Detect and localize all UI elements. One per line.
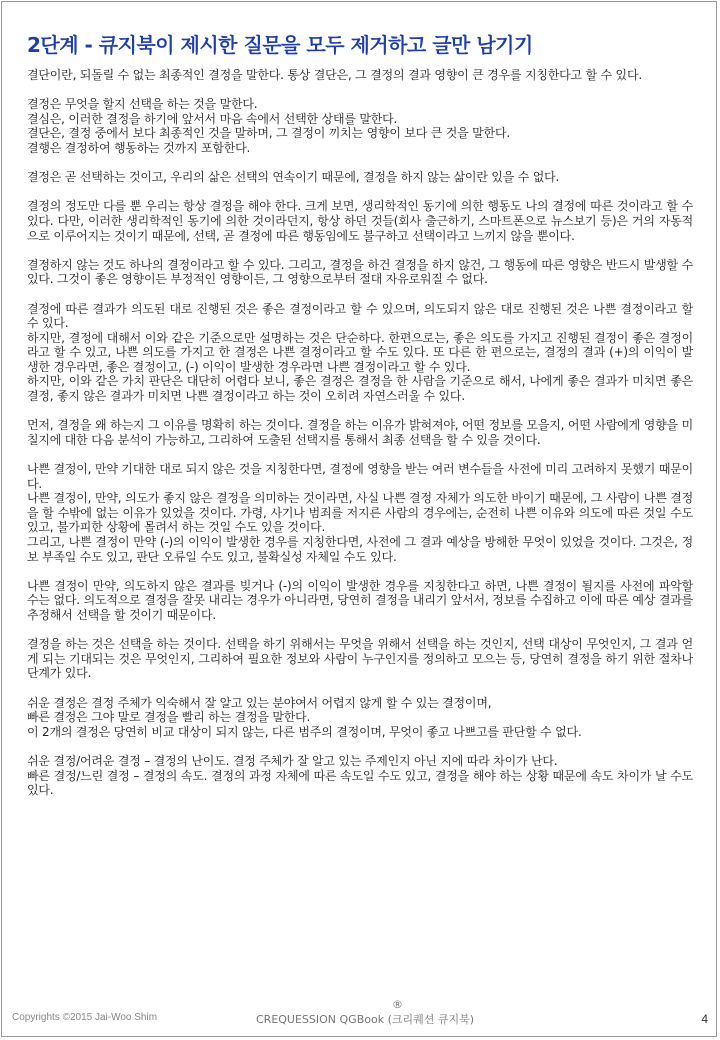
brand-text: CREQUESSION QGBook (크리퀘션 큐지북) [256, 1013, 475, 1026]
text-line: 빠른 결정/느린 결정 – 결정의 속도. 결정의 과정 자체에 따른 속도일 수도 있고, 결정을 해야 하는 상황 때문에 속도 차이가 날 수도 있다. [27, 768, 693, 798]
paragraph [27, 258, 693, 287]
text-line: 결정의 정도만 다를 뿐 우리는 항상 결정을 해야 한다. 크게 보면, 생리학적인 동기에 의한 행동도 나의 결정에 따른 것이라고 할 수 있다. 다만, 이러한 생리학적인 동기에 의한 것이라던지, 항상 하던 것들(회사 출근하기, 스마트폰으로 뉴스보기 등)은 거의 자동적으로 이루어지는 것이기 때문에, 선택, 곧 결정에 따른 행동임에도 불구하고 선택이라고 느끼지 않을 뿐이다. [27, 199, 693, 243]
text-line: 나쁜 결정이, 만약 기대한 대로 되지 않은 것을 지칭한다면, 결정에 영향을 받는 여러 변수들을 사전에 미리 고려하지 못했기 때문이다. [27, 462, 693, 491]
text-line: 하지만, 이와 같은 가치 판단은 대단히 어렵다 보니, 좋은 결정은 결정을 한 사람을 기준으로 해서, 나에게 좋은 결과가 미치면 좋은 결정, 좋지 않은 결과가 미치면 나쁜 결정이라고 하는 것이 오히려 자연스러울 수 있다. [27, 374, 693, 404]
paragraph [27, 637, 693, 681]
text-line: 결단은, 결정 중에서 보다 최종적인 것을 말하며, 그 결정이 끼치는 영향이 보다 큰 것을 말한다. [27, 126, 510, 141]
text-line: 결정을 하는 것은 선택을 하는 것이다. 선택을 하기 위해서는 무엇을 위해서 선택을 하는 것인지, 선택 대상이 무엇인지, 그 결과 얻게 되는 기대되는 것은 무엇인지, 그리하여 필요한 정보와 사람이 누구인지를 정의하고 모으는 등, 당연히 결정을 하기 위한 절차나 단계가 있다. [27, 637, 693, 681]
paragraph [27, 68, 693, 83]
copyright-text: Copyrights ©2015 Jai-Woo Shim [12, 1012, 158, 1023]
text-line: 그리고, 나쁜 결정이 만약 (-)의 이익이 발생한 경우를 지칭한다면, 사전에 그 결과 예상을 방해한 무엇이 있었을 것이다. 그것은, 정보 부족일 수도 있고, 판단 오류일 수도 있고, 불확실성 자체일 수도 있다. [27, 535, 693, 564]
text-line: 결단이란, 되돌릴 수 없는 최종적인 결정을 말한다. 통상 결단은, 그 결정의 결과 영향이 큰 경우를 지칭한다고 할 수 있다. [27, 68, 642, 82]
registered-mark: ® [392, 998, 403, 1011]
text-line: 하지만, 결정에 대해서 이와 같은 기준으로만 설명하는 것은 단순하다. 한편으로는, 좋은 의도를 가지고 진행된 결정이 좋은 결정이라고 할 수 있고, 나쁜 의도를 가지고 한 결정은 나쁜 결정이라고 할 수도 있다. 또 다른 한 편으로는, 결정의 결과 (+)의 이익이 발생한 경우라면, 좋은 결정이고, (-) 이익이 발생한 경우라면 나쁜 결정이라고 할 수 있다. [27, 330, 693, 374]
text-line: 결정하지 않는 것도 하나의 결정이라고 할 수 있다. 그리고, 결정을 하건 결정을 하지 않건, 그 행동에 따른 영향은 반드시 발생할 수 있다. 그것이 좋은 영향이든 부정적인 영향이든, 그 영향으로부터 절대 자유로워질 수 없다. [27, 257, 693, 287]
text-line: 나쁜 결정이, 만약, 의도가 좋지 않은 결정을 의미하는 것이라면, 사실 나쁜 결정 자체가 의도한 바이기 때문에, 그 사람이 나쁜 결정을 할 수밖에 없는 이유가 있었을 것이다. 가령, 사기나 범죄를 저지른 사람의 경우에는, 순전히 나쁜 이유와 의도에 따른 것일 수도 있고, 불가피한 상황에 몰려서 하는 것일 수도 있을 것이다. [27, 491, 693, 535]
text-line: 결정은 곧 선택하는 것이고, 우리의 삶은 선택의 연속이기 때문에, 결정을 하지 않는 삶이란 있을 수 없다. [27, 170, 560, 185]
paragraph [27, 199, 693, 243]
page-title: 2단계 - 큐지북이 제시한 질문을 모두 제거하고 글만 남기기 [27, 33, 533, 57]
text-line: 쉬운 결정/어려운 결정 – 결정의 난이도. 결정 주체가 잘 알고 있는 주제인지 아닌 지에 따라 차이가 난다. [27, 753, 558, 768]
page-number: 4 [701, 1012, 708, 1026]
text-line: 먼저, 결정을 왜 하는지 그 이유를 명확히 하는 것이다. 결정을 하는 이유가 밝혀져야, 어떤 정보를 모을지, 어떤 사람에게 영향을 미칠지에 대한 다음 분석이 가능하고, 그리하여 도출된 선택지를 통해서 최종 선택을 할 수 있을 것이다. [27, 418, 693, 447]
paragraph [27, 696, 693, 740]
paragraph [27, 462, 693, 564]
paragraph [27, 97, 693, 155]
paragraph [27, 302, 693, 404]
text-line: 이 2개의 결정은 당연히 비교 대상이 되지 않는, 다른 범주의 결정이며, 무엇이 좋고 나쁘고를 판단할 수 없다. [27, 724, 582, 739]
text-line: 빠른 결정은 그야 말로 결정을 빨리 하는 결정을 말한다. [27, 710, 311, 725]
text-line: 쉬운 결정은 결정 주체가 익숙해서 잘 알고 있는 분야여서 어렵지 않게 할 수 있는 결정이며, [27, 695, 492, 710]
paragraph [27, 579, 693, 623]
paragraph [27, 754, 693, 798]
text-line: 결정은 무엇을 할지 선택을 하는 것을 말한다. [27, 97, 258, 112]
text-line: 결심은, 이러한 결정을 하기에 앞서서 마음 속에서 선택한 상태를 말한다. [27, 111, 398, 126]
document-body [27, 68, 693, 812]
text-line: 결행은 결정하여 행동하는 것까지 포함한다. [27, 140, 251, 155]
text-line: 나쁜 결정이 만약, 의도하지 않은 결과를 빚거나 (-)의 이익이 발생한 경우를 지칭한다고 하면, 나쁜 결정이 될지를 사전에 파악할 수는 없다. 의도적으로 결정을 잘못 내리는 경우가 아니라면, 당연히 결정을 내리기 앞서서, 정보를 수집하고 이에 따른 예상 결과를 추정해서 선택을 할 것이기 때문이다. [27, 578, 693, 622]
paragraph [27, 170, 693, 185]
paragraph [27, 418, 693, 447]
text-line: 결정에 따른 결과가 의도된 대로 진행된 것은 좋은 결정이라고 할 수 있으며, 의도되지 않은 대로 진행된 것은 나쁜 결정이라고 할 수 있다. [27, 301, 693, 331]
